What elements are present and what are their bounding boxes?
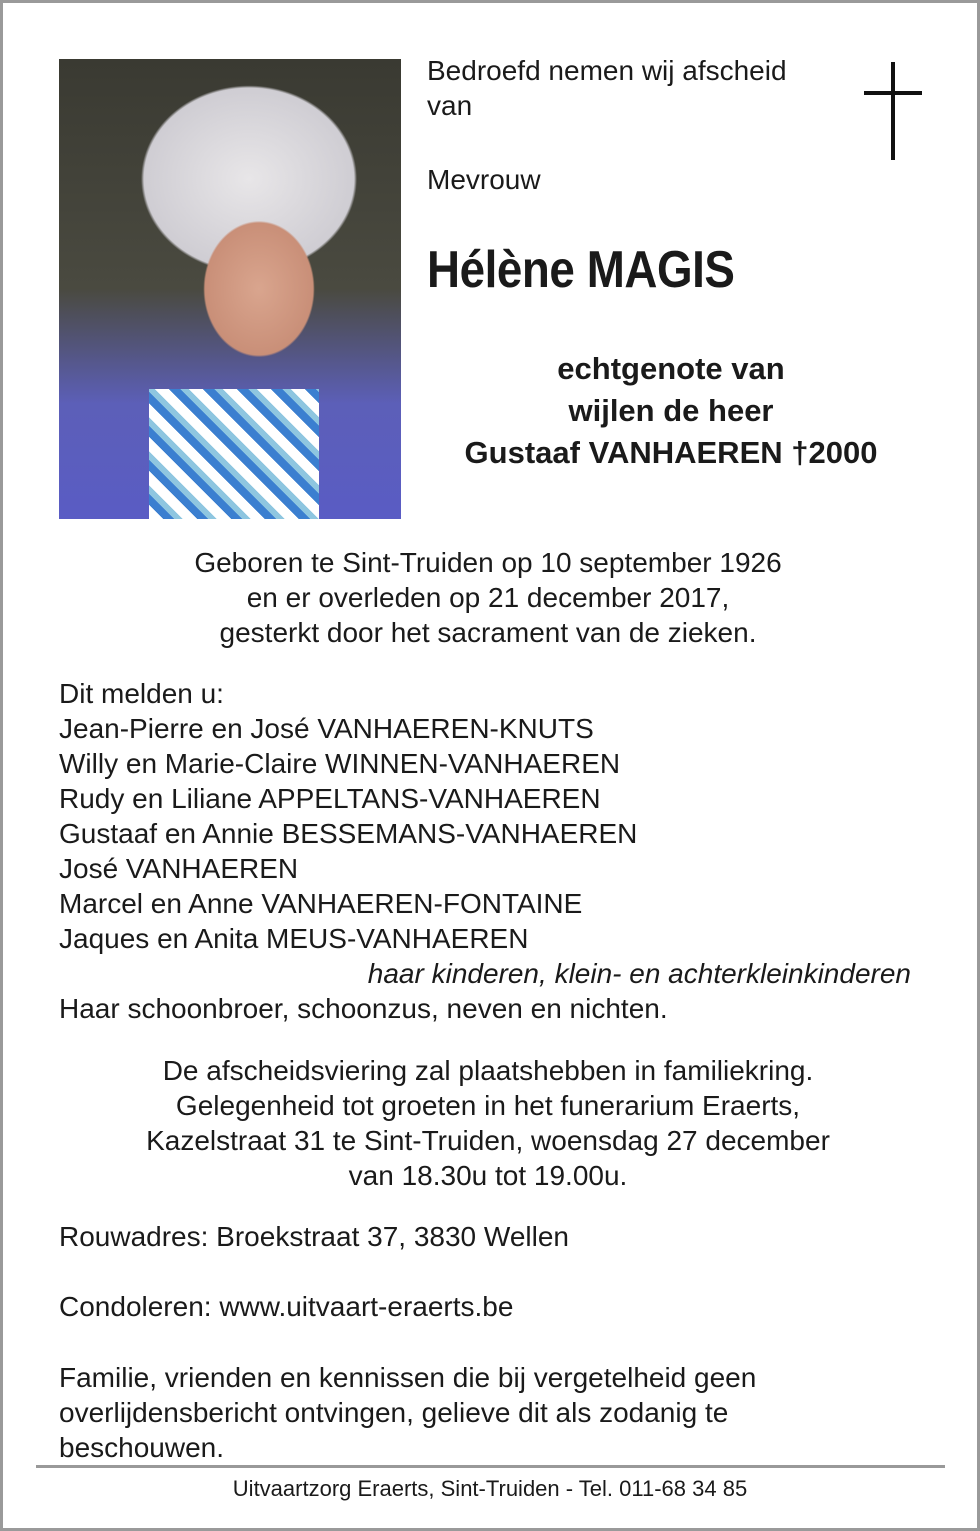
ceremony-line: van 18.30u tot 19.00u. [348,1160,628,1191]
notice-line: Familie, vrienden en kennissen die bij vergetelheid geen [59,1362,757,1393]
family-note: haar kinderen, klein- en achterkleinkinderen [367,958,911,989]
birth-death-block [0,545,976,650]
spouse-line: wijlen de heer [568,393,774,428]
ceremony-line: Kazelstraat 31 te Sint-Truiden, woensdag 27 december [146,1125,830,1156]
footer-divider [36,1465,945,1468]
family-member: Willy en Marie-Claire WINNEN-VANHAEREN [59,748,621,779]
spouse-line: echtgenote van [557,351,785,386]
title: Mevrouw [427,164,541,195]
family-member: Jean-Pierre en José VANHAEREN-KNUTS [59,713,594,744]
birth-line: en er overleden op 21 december 2017, [246,582,730,613]
intro-line: van [427,90,473,121]
notice-block [59,1360,756,1465]
spouse-line: Gustaaf VANHAEREN †2000 [464,435,878,470]
intro-text [427,53,787,123]
footer: Uitvaartzorg Eraerts, Sint-Truiden - Tel. 011-68 34 85 [232,1476,748,1501]
birth-line: Geboren te Sint-Truiden op 10 september 1926 [194,547,782,578]
family-member: José VANHAEREN [59,853,299,884]
spouse-block [420,348,922,474]
ceremony-line: De afscheidsviering zal plaatshebben in familiekring. [162,1055,814,1086]
birth-line: gesterkt door het sacrament van de zieken. [219,617,757,648]
family-block [59,676,911,1026]
notice-line: beschouwen. [59,1432,225,1463]
cross-icon [864,62,922,160]
deceased-name: Hélène MAGIS [427,241,735,299]
announce-label: Dit melden u: [59,678,224,709]
ceremony-line: Gelegenheid tot groeten in het funerarium Eraerts, [175,1090,801,1121]
family-member: Gustaaf en Annie BESSEMANS-VANHAEREN [59,818,638,849]
family-member: Marcel en Anne VANHAEREN-FONTAINE [59,888,583,919]
notice-line: overlijdensbericht ontvingen, gelieve dit als zodanig te [59,1397,729,1428]
condolences-link[interactable]: Condoleren: www.uitvaart-eraerts.be [59,1291,514,1322]
family-member: Rudy en Liliane APPELTANS-VANHAEREN [59,783,601,814]
ceremony-block [0,1053,976,1193]
intro-line: Bedroefd nemen wij afscheid [427,55,787,86]
portrait-photo [59,59,401,519]
family-member: Jaques en Anita MEUS-VANHAEREN [59,923,529,954]
mourning-address: Rouwadres: Broekstraat 37, 3830 Wellen [59,1221,569,1252]
relatives: Haar schoonbroer, schoonzus, neven en nichten. [59,993,668,1024]
